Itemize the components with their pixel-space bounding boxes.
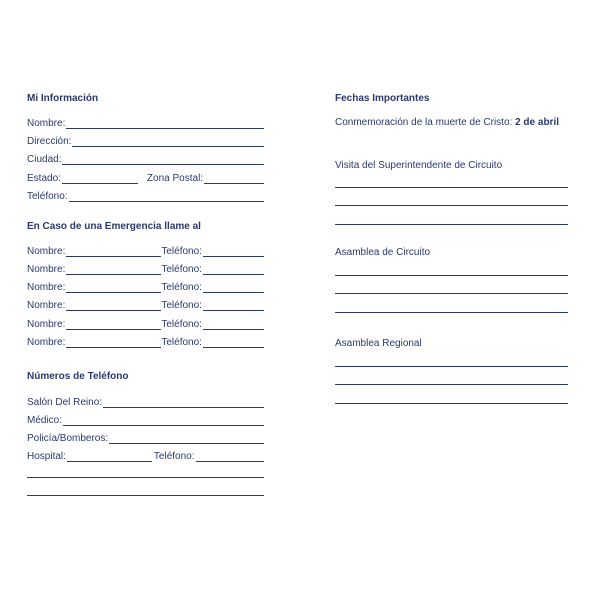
important-dates-heading: Fechas Importantes: [335, 93, 430, 104]
state-zip-row: [27, 170, 264, 184]
emergency-phone-label: Teléfono:: [161, 337, 202, 348]
regional-convention-label: Asamblea Regional: [335, 338, 422, 349]
phone-numbers-heading: Números de Teléfono: [27, 371, 129, 382]
name-field[interactable]: [66, 118, 264, 129]
kingdom-hall-row: [27, 394, 264, 408]
hospital-phone-field[interactable]: [196, 451, 265, 462]
hospital-phone-label: Teléfono:: [153, 451, 195, 462]
emergency-phone-field[interactable]: [203, 300, 264, 311]
doctor-label: Médico:: [27, 415, 63, 426]
address-label: Dirección:: [27, 136, 72, 147]
blank-line[interactable]: [335, 384, 568, 385]
blank-line[interactable]: [335, 312, 568, 313]
emergency-row: [27, 243, 264, 257]
police-fire-field[interactable]: [109, 433, 264, 444]
name-row: [27, 115, 264, 129]
emergency-name-label: Nombre:: [27, 319, 66, 330]
doctor-row: [27, 412, 264, 426]
memorial-label: Conmemoración de la muerte de Cristo:: [335, 117, 513, 128]
blank-line[interactable]: [27, 495, 264, 496]
police-fire-label: Policía/Bomberos:: [27, 433, 109, 444]
emergency-row: [27, 297, 264, 311]
emergency-row: [27, 316, 264, 330]
blank-line[interactable]: [335, 293, 568, 294]
emergency-name-label: Nombre:: [27, 337, 66, 348]
blank-line[interactable]: [335, 275, 568, 276]
phone-row: [27, 188, 264, 202]
address-row: [27, 133, 264, 147]
emergency-row: [27, 334, 264, 348]
name-label: Nombre:: [27, 118, 66, 129]
emergency-phone-field[interactable]: [203, 282, 264, 293]
hospital-row: [27, 448, 264, 462]
emergency-name-label: Nombre:: [27, 300, 66, 311]
emergency-name-field[interactable]: [66, 319, 161, 330]
my-info-heading: Mi Información: [27, 93, 99, 104]
circuit-assembly-label: Asamblea de Circuito: [335, 247, 431, 258]
memorial-date: 2 de abril: [515, 117, 559, 128]
emergency-name-field[interactable]: [66, 282, 161, 293]
blank-line[interactable]: [335, 403, 568, 404]
emergency-name-field[interactable]: [66, 246, 161, 257]
state-field[interactable]: [62, 173, 138, 184]
zip-field[interactable]: [204, 173, 264, 184]
hospital-field[interactable]: [67, 451, 152, 462]
emergency-name-label: Nombre:: [27, 246, 66, 257]
emergency-heading: En Caso de una Emergencia llame al: [27, 221, 201, 232]
emergency-phone-label: Teléfono:: [161, 300, 202, 311]
police-fire-row: [27, 430, 264, 444]
city-field[interactable]: [62, 154, 264, 165]
emergency-phone-label: Teléfono:: [161, 319, 202, 330]
memorial-line: [335, 117, 559, 128]
emergency-name-field[interactable]: [66, 337, 161, 348]
kingdom-hall-label: Salón Del Reino:: [27, 397, 103, 408]
emergency-name-label: Nombre:: [27, 282, 66, 293]
emergency-row: [27, 279, 264, 293]
emergency-phone-field[interactable]: [203, 319, 264, 330]
emergency-name-label: Nombre:: [27, 264, 66, 275]
emergency-name-field[interactable]: [66, 300, 161, 311]
emergency-phone-field[interactable]: [203, 337, 264, 348]
kingdom-hall-field[interactable]: [103, 397, 264, 408]
emergency-name-field[interactable]: [66, 264, 161, 275]
phone-label: Teléfono:: [27, 191, 68, 202]
blank-line[interactable]: [335, 224, 568, 225]
hospital-label: Hospital:: [27, 451, 66, 462]
blank-line[interactable]: [335, 366, 568, 367]
circuit-overseer-label: Visita del Superintendente de Circuito: [335, 160, 503, 171]
emergency-phone-field[interactable]: [203, 246, 264, 257]
doctor-field[interactable]: [63, 415, 264, 426]
phone-field[interactable]: [69, 191, 264, 202]
emergency-phone-label: Teléfono:: [161, 282, 202, 293]
blank-line[interactable]: [335, 205, 568, 206]
blank-line[interactable]: [335, 187, 568, 188]
city-label: Ciudad:: [27, 154, 62, 165]
city-row: [27, 151, 264, 165]
emergency-phone-field[interactable]: [203, 264, 264, 275]
zip-label: Zona Postal:: [146, 173, 204, 184]
emergency-phone-label: Teléfono:: [161, 246, 202, 257]
state-label: Estado:: [27, 173, 61, 184]
address-field[interactable]: [72, 136, 264, 147]
emergency-phone-label: Teléfono:: [161, 264, 202, 275]
emergency-row: [27, 261, 264, 275]
blank-line[interactable]: [27, 477, 264, 478]
